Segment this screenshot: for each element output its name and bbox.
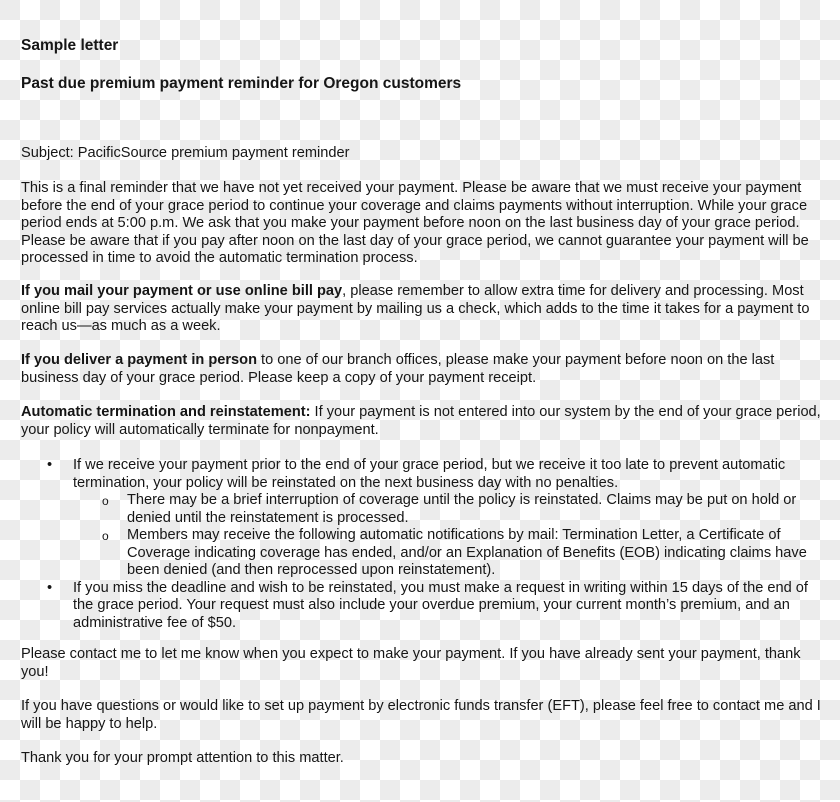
list-item-text: If we receive your payment prior to the end of your grace period, but we receive it too late to prevent automatic termination, your policy will be reinstated on the next business day with no penalties. <box>73 457 786 491</box>
subject-line: Subject: PacificSource premium payment reminder <box>21 145 350 161</box>
sub-list-item <box>21 492 826 527</box>
paragraph-termination <box>21 404 826 439</box>
paragraph-eft: If you have questions or would like to set up payment by electronic funds transfer (EFT), please feel free to contact me and I will be happy to help. <box>21 698 821 732</box>
mail-section-lead: If you mail your payment or use online bill pay <box>21 283 343 299</box>
mail-section-body: , please remember to allow extra time for delivery and processing. Most online bill pay services actually make your payment by mailing us a check, which adds to the time it takes for a payment to reach us—as much as a week. <box>21 283 810 334</box>
closing-line: Thank you for your prompt attention to this matter. <box>21 750 344 766</box>
document-title: Sample letter <box>21 37 119 54</box>
hollow-bullet-icon: o <box>102 529 109 543</box>
sub-list-item <box>21 527 826 580</box>
bullet-list <box>21 457 826 632</box>
paragraph-mail-payment <box>21 283 826 336</box>
bullet-icon: • <box>47 579 53 596</box>
person-section-body: to one of our branch offices, please make your payment before noon on the last business day of your grace period. Please keep a copy of your payment receipt. <box>21 352 775 386</box>
person-section-lead: If you deliver a payment in person <box>21 352 257 368</box>
sub-list-item-text: Members may receive the following automatic notifications by mail: Termination Letter, a Certificate of Coverage indicating coverage has ended, and/or an Explanation of Benefits (EOB) indicating claims have been denied (and then reprocessed upon reinstatement). <box>127 527 807 578</box>
list-item-text: If you miss the deadline and wish to be reinstated, you must make a request in writing within 15 days of the end of the grace period. Your request must also include your overdue premium, your current month’s premium, and an administrative fee of $50. <box>73 579 808 631</box>
document-subtitle: Past due premium payment reminder for Oregon customers <box>21 75 462 92</box>
paragraph-contact: Please contact me to let me know when you expect to make your payment. If you have already sent your payment, thank you! <box>21 646 801 680</box>
bullet-icon: • <box>47 457 53 473</box>
termination-section-body: If your payment is not entered into our system by the end of your grace period, your policy will automatically terminate for nonpayment. <box>21 404 821 438</box>
paragraph-final-reminder: This is a final reminder that we have not yet received your payment. Please be aware that we must receive your payment before the end of your grace period to continue your coverage and claims payments without interruption. While your grace period ends at 5:00 p.m. We ask that you make your payment before noon on the last business day of your grace period. Please be aware that if you pay after noon on the last day of your grace period, we cannot guarantee your payment will be processed in time to avoid the automatic termination process. <box>21 180 809 266</box>
sub-list-item-text: There may be a brief interruption of coverage until the policy is reinstated. Claims may be put on hold or denied until the reinstatement is processed. <box>127 492 797 526</box>
list-item <box>21 457 826 492</box>
list-item <box>21 580 826 633</box>
termination-section-lead: Automatic termination and reinstatement: <box>21 404 311 420</box>
hollow-bullet-icon: o <box>102 494 109 508</box>
paragraph-in-person <box>21 352 826 387</box>
